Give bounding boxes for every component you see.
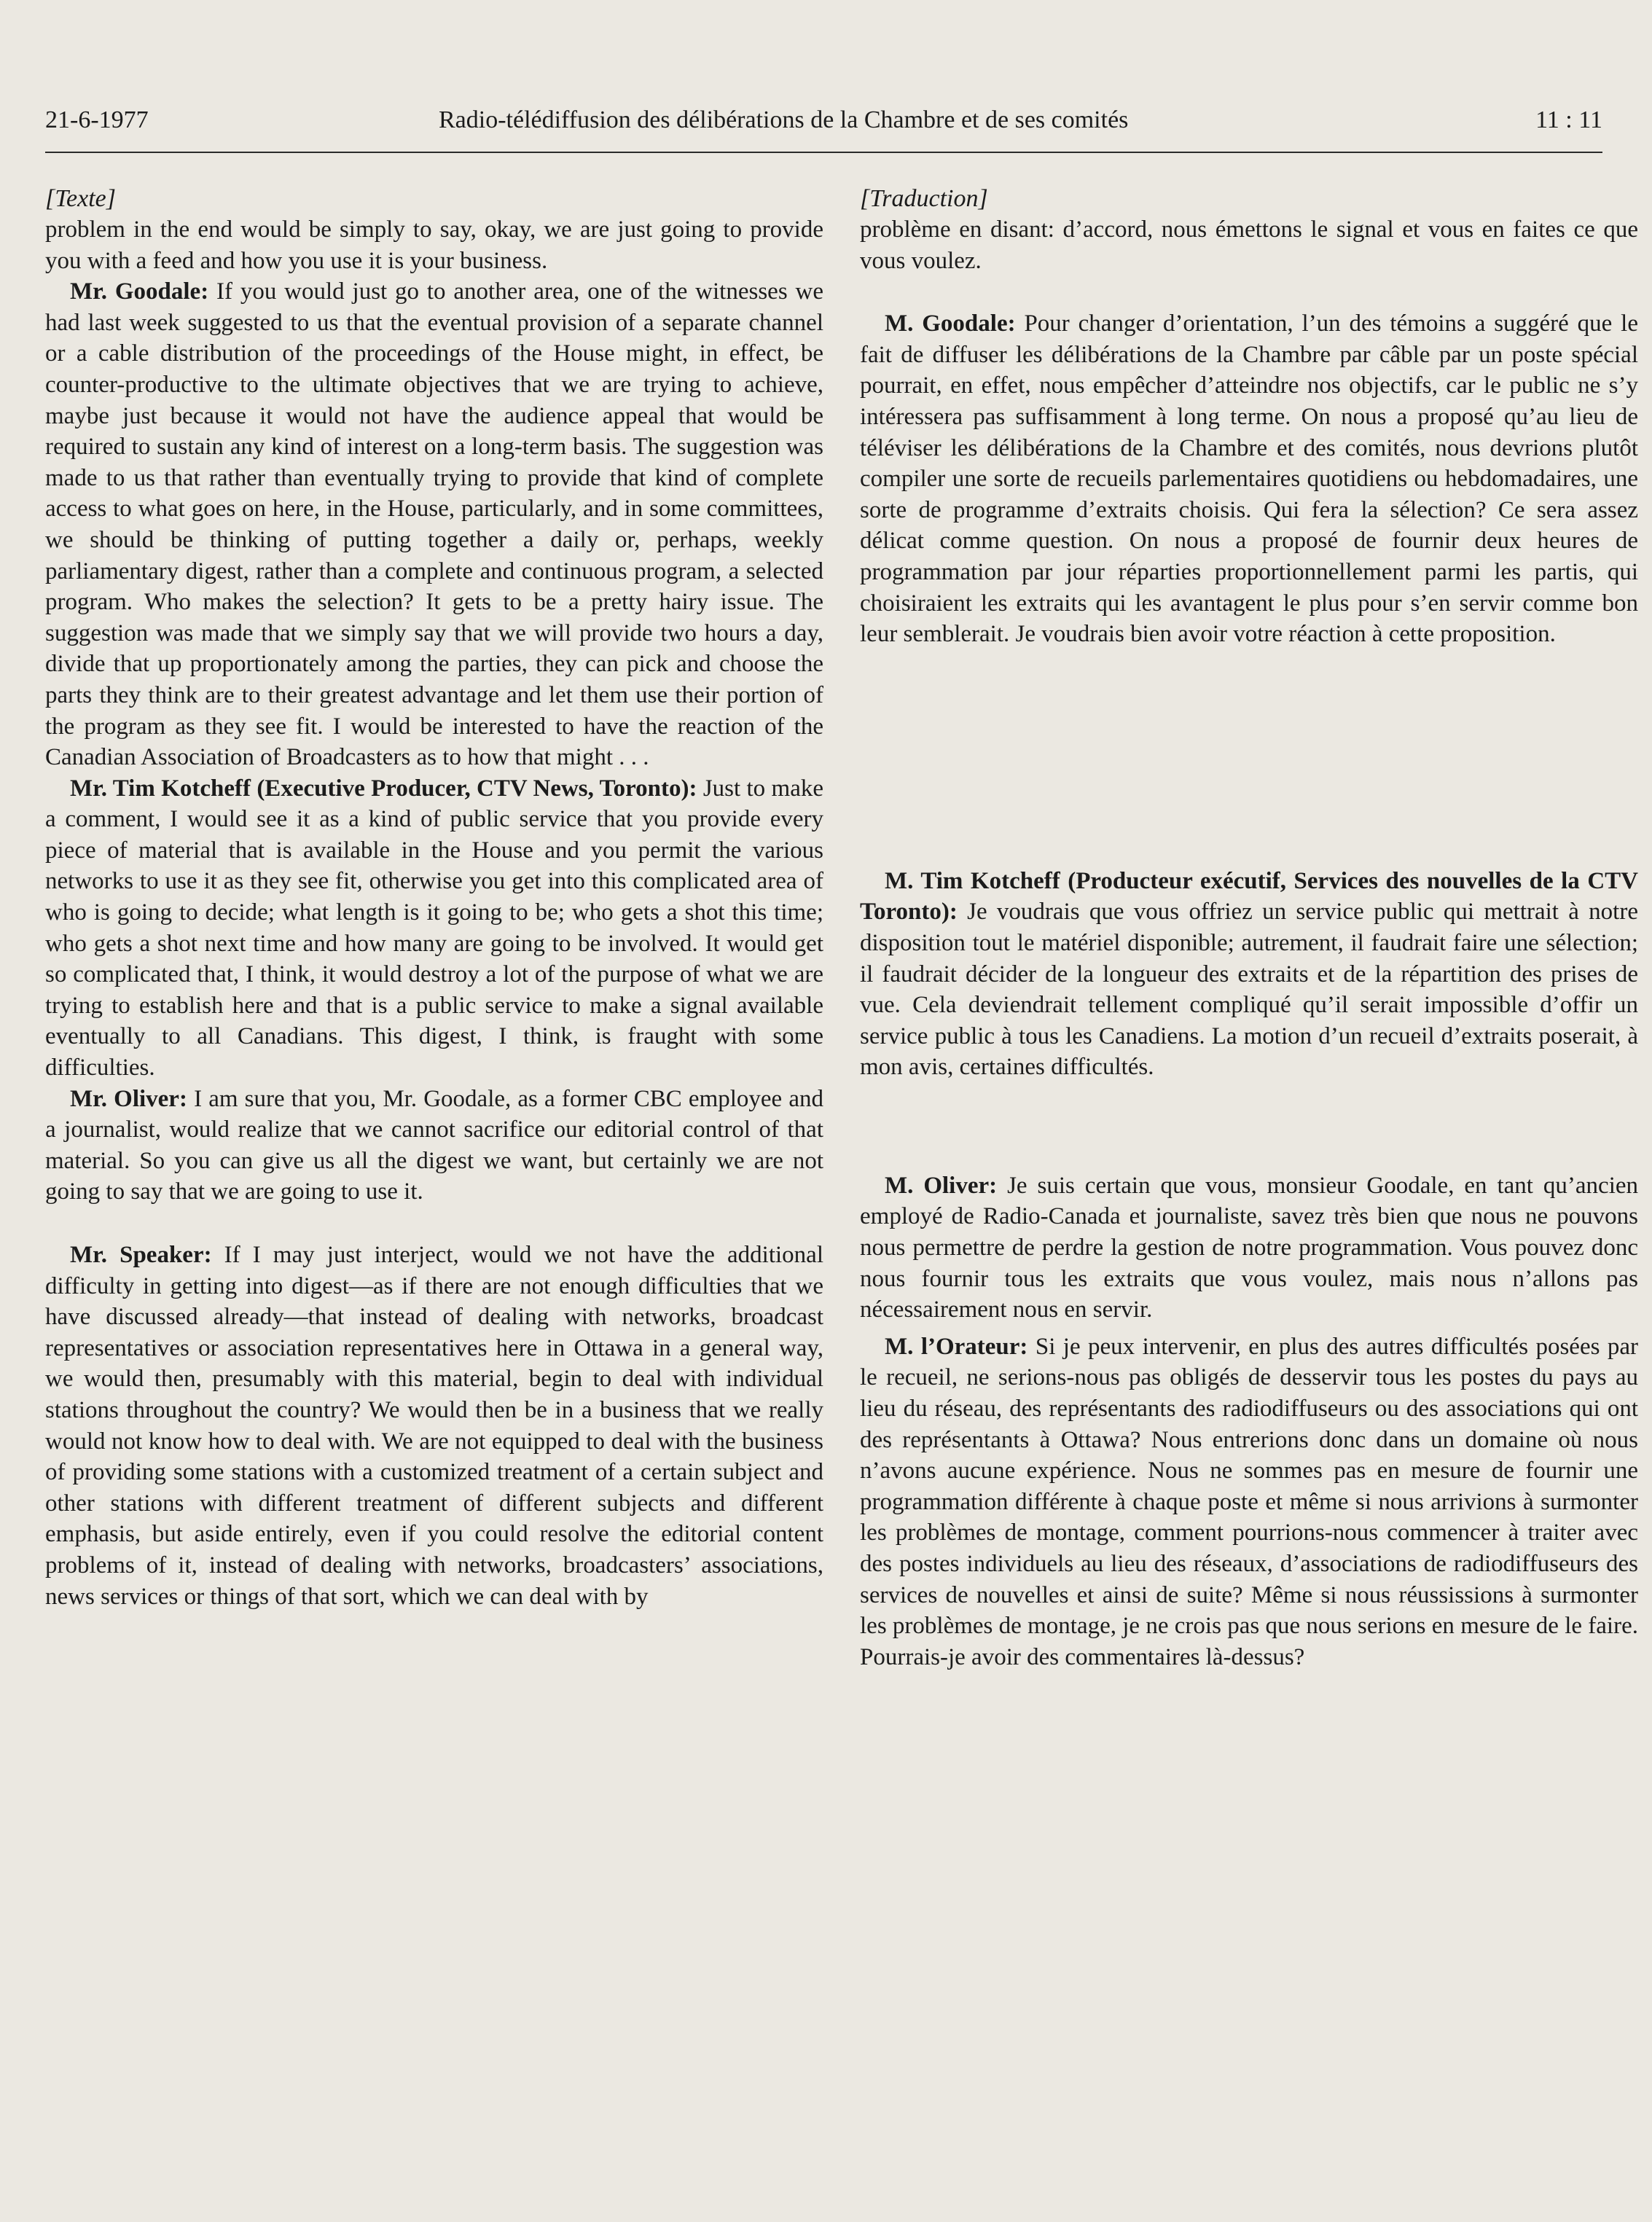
- speaker-name: M. Tim Kotcheff (Producteur exécutif, Services des nouvelles de la CTV Toronto):: [860, 867, 1638, 926]
- speaker-name: M. l’Orateur:: [885, 1333, 1028, 1360]
- paragraph-orateur: [860, 1331, 1638, 1673]
- paragraph-text: I am sure that you, Mr. Goodale, as a former CBC employee and a journalist, would realize that we cannot sacrifice our editorial control of that material. So you can give us all the digest we want, but certainly we are not going to say that we are going to use it.: [45, 1085, 823, 1205]
- paragraph-text: Pour changer d’orientation, l’un des témoins a suggéré que le fait de diffuser les délibérations de la Chambre par câble par un poste spécial pourrait, en effet, nous empêcher d’atteindre nos objectifs, car le public ne s’y intéressera pas suffisamment à long terme. On nous a proposé qu’au lieu de téléviser les délibérations de la Chambre et des comités, nous devrions plutôt compiler une sorte de recueils parlementaires quotidiens ou hebdomadaires, une sorte de programme d’extraits choisis. Qui fera la sélection? Ce sera assez délicat comme question. On nous a proposé de fournir deux heures de programmation par jour réparties proportionnellement parmi les partis, qui choisiraient les extraits qui les avantagent le plus pour s’en servir comme bon leur semblerait. Je voudrais bien avoir votre réaction à cette proposition.: [860, 310, 1638, 648]
- page-header: [45, 106, 1602, 153]
- column-label-texte: [Texte]: [45, 185, 116, 212]
- paragraph-oliver: [45, 1084, 823, 1208]
- paragraph-kotcheff: [860, 866, 1638, 1083]
- speaker-name: Mr. Tim Kotcheff (Executive Producer, CTV News, Toronto):: [70, 775, 697, 802]
- speaker-name: Mr. Goodale:: [70, 278, 209, 305]
- paragraph-goodale: [860, 308, 1638, 650]
- paragraph-text: problème en disant: d’accord, nous émettons le signal et vous en faites ce que vous voulez.: [860, 216, 1638, 274]
- paragraph-text: If you would just go to another area, one of the witnesses we had last week suggested to us that the eventual provision of a separate channel or a cable distribution of the proceedings of the House might, in effect, be counter-productive to the ultimate objectives that we are trying to achieve, maybe just because it would not have the audience appeal that would be required to sustain any kind of interest on a long-term basis. The suggestion was made to us that rather than eventually trying to provide that kind of complete access to what goes on here, in the House, particularly, and in some committees, we should be thinking of putting together a daily or, perhaps, weekly parliamentary digest, rather than a complete and continuous program, a selected program. Who makes the selection? It gets to be a pretty hairy issue. The suggestion was made that we simply say that we will provide two hours a day, divide that up proportionately among the parties, they can pick and choose the parts they think are to their greatest advantage and let them use their portion of the program as they see fit. I would be interested to have the reaction of the Canadian Association of Broadcasters as to how that might . . .: [45, 278, 823, 771]
- paragraph-text: Just to make a comment, I would see it as a kind of public service that you provide every piece of material that is available in the House and you permit the various networks to use it as they see fit, otherwise you get into this complicated area of who is going to decide; what length is it going to be; who gets a shot this time; who gets a shot next time and how many are going to be involved. It would get so complicated that, I think, it would destroy a lot of the purpose of what we are trying to establish here and that is a public service to make a signal available eventually to all Canadians. This digest, I think, is fraught with some difficulties.: [45, 775, 823, 1081]
- speaker-name: M. Oliver:: [885, 1172, 998, 1199]
- paragraph-continued: [45, 214, 823, 276]
- column-label-traduction: [Traduction]: [860, 185, 988, 212]
- paragraph-kotcheff: [45, 773, 823, 1084]
- speaker-name: Mr. Oliver:: [70, 1085, 187, 1112]
- paragraph-text: problem in the end would be simply to say, okay, we are just going to provide you with a feed and how you use it is your business.: [45, 216, 823, 274]
- paragraph-text: If I may just interject, would we not have the additional difficulty in getting into digest—as if there are not enough difficulties that we have discussed already—that instead of dealing with networks, broadcast representatives or association representatives here in Ottawa in a general way, we would then, presumably with this material, begin to deal with individual stations throughout the country? We would then be in a business that we really would not know how to deal with. We are not equipped to deal with the business of providing some stations with a customized treatment of a certain subject and other stations with different treatment of different subjects and different emphasis, but aside entirely, even if you could resolve the editorial content problems of it, instead of dealing with networks, broadcasters’ associations, news services or things of that sort, which we can deal with by: [45, 1242, 823, 1610]
- english-column: [45, 184, 823, 1612]
- paragraph-text: Je voudrais que vous offriez un service public qui mettrait à notre disposition tout le matériel disponible; autrement, il faudrait faire une sélection; il faudrait décider de la longueur des extraits et de la répartition des prises de vue. Cela deviendrait tellement compliqué qu’il serait impossible d’offir un service public à tous les Canadiens. La motion d’un recueil d’extraits poserait, à mon avis, certaines difficultés.: [860, 899, 1638, 1081]
- speaker-name: M. Goodale:: [885, 310, 1016, 337]
- paragraph-goodale: [45, 276, 823, 773]
- speaker-name: Mr. Speaker:: [70, 1242, 212, 1268]
- header-date: 21-6-1977: [45, 106, 149, 133]
- paragraph-continued: [860, 214, 1638, 276]
- paragraph-text: Je suis certain que vous, monsieur Goodale, en tant qu’ancien employé de Radio-Canada et journaliste, savez très bien que nous ne pouvons nous permettre de perdre la gestion de notre programmation. Vous pouvez donc nous fournir tous les extraits que vous voulez, mais nous n’allons pas nécessairement nous en servir.: [860, 1172, 1639, 1323]
- header-title: Radio-télédiffusion des délibérations de la Chambre et de ses comités: [439, 106, 1129, 133]
- paragraph-oliver: [860, 1170, 1638, 1326]
- paragraph-speaker: [45, 1240, 823, 1612]
- french-column: [860, 184, 1638, 1673]
- header-page-number: 11 : 11: [1535, 106, 1602, 133]
- paragraph-text: Si je peux intervenir, en plus des autres difficultés posées par le recueil, ne serions-nous pas obligés de desservir tous les postes du pays au lieu du réseau, des représentants des radiodiffuseurs ou des associations qui ont des représentants à Ottawa? Nous entrerions donc dans un domaine où nous n’avons aucune expérience. Nous ne sommes pas en mesure de fournir une programmation différente à chaque poste et même si nous arrivions à surmonter les problèmes de montage, comment pourrions-nous commencer à traiter avec des postes individuels au lieu des réseaux, d’associations de radiodiffuseurs des services de nouvelles et ainsi de suite? Même si nous réussissions à surmonter les problèmes de montage, je ne crois pas que nous serions en mesure de le faire. Pourrais-je avoir des commentaires là-dessus?: [860, 1333, 1638, 1670]
